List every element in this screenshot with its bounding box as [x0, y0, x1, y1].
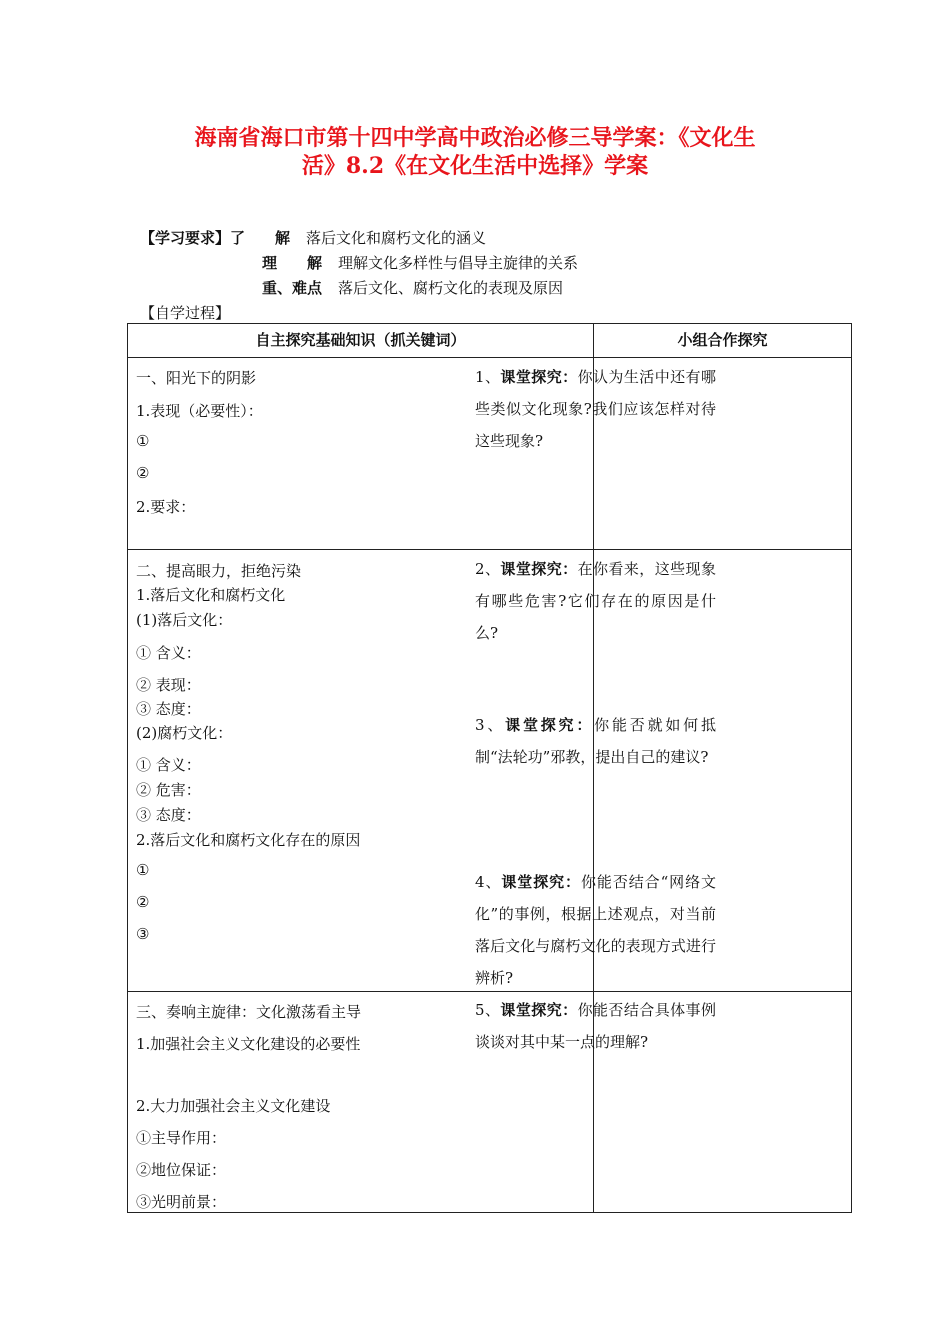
- requirement-row-2: [262, 252, 578, 273]
- header-self-study: 自主探究基础知识（抓关键词）: [255, 331, 466, 349]
- section-2-line: ①: [136, 861, 150, 879]
- requirement-row-3: [262, 277, 563, 298]
- header-group-inquiry: 小组合作探究: [677, 331, 768, 349]
- section-2-title: 二、提高眼力，拒绝污染: [136, 562, 302, 580]
- inquiry-text: 在你看来，这些现象有哪些危害?它们存在的原因是什么?: [475, 560, 716, 642]
- section-2-line: ② 危害：: [136, 781, 201, 799]
- requirement-value-3: 落后文化、腐朽文化的表现及原因: [338, 279, 564, 297]
- section-2-line: ②: [136, 893, 150, 911]
- requirement-value-1: 落后文化和腐朽文化的涵义: [306, 229, 487, 247]
- inquiry-4: [475, 866, 716, 994]
- requirement-key-understand: 了 解: [230, 229, 291, 247]
- inquiry-number: 5、: [475, 1001, 501, 1019]
- section-3-title: 三、奏响主旋律：文化激荡看主导: [136, 1003, 362, 1021]
- inquiry-5: [475, 994, 716, 1058]
- row-divider-1: [128, 549, 851, 550]
- inquiry-number: 2、: [475, 560, 501, 578]
- section-2-line: ① 含义：: [136, 644, 201, 662]
- inquiry-text: 你能否结合“网络文化”的事例，根据上述观点，对当前落后文化与腐朽文化的表现方式进行辨析?: [475, 873, 716, 987]
- section-1-line: 2.要求：: [136, 498, 196, 516]
- requirement-key-focus: 重、难点: [262, 279, 323, 297]
- inquiry-2: [475, 553, 716, 649]
- inquiry-label: 课堂探究：: [505, 716, 595, 734]
- section-2-line: ③: [136, 925, 150, 943]
- section-2-line: ③ 态度：: [136, 700, 201, 718]
- inquiry-number: 4、: [475, 873, 502, 891]
- section-2-line: (2)腐朽文化：: [136, 724, 233, 742]
- inquiry-number: 3、: [475, 716, 506, 734]
- inquiry-label: 课堂探究：: [500, 368, 578, 386]
- section-2-line: ① 含义：: [136, 756, 201, 774]
- inquiry-label: 课堂探究：: [500, 560, 578, 578]
- section-2-line: 2.落后文化和腐朽文化存在的原因: [136, 831, 361, 849]
- inquiry-label: 课堂探究：: [500, 1001, 578, 1019]
- section-1-title: 一、阳光下的阴影: [136, 369, 257, 387]
- section-2-line: ② 表现：: [136, 676, 201, 694]
- inquiry-text: 你能否结合具体事例谈谈对其中某一点的理解?: [475, 1001, 716, 1051]
- process-label: 【自学过程】: [140, 304, 231, 322]
- inquiry-1: [475, 361, 716, 457]
- section-2-line: 1.落后文化和腐朽文化: [136, 586, 286, 604]
- requirement-key-comprehend: 理 解: [262, 254, 323, 272]
- document-title-line2: 活》8.2《在文化生活中选择》学案: [301, 153, 649, 179]
- section-3-line: ②地位保证：: [136, 1161, 227, 1179]
- document-title-line1: 海南省海口市第十四中学高中政治必修三导学案：《文化生: [194, 125, 756, 151]
- header-divider: [128, 357, 851, 358]
- inquiry-number: 1、: [475, 368, 501, 386]
- section-1-line: ②: [136, 464, 150, 482]
- requirements-label: 【学习要求】: [140, 229, 231, 247]
- requirement-row-1: [140, 227, 486, 248]
- inquiry-text: 你能否就如何抵制“法轮功”邪教，提出自己的建议?: [475, 716, 716, 766]
- inquiry-label: 课堂探究：: [501, 873, 581, 891]
- section-2-line: (1)落后文化：: [136, 611, 233, 629]
- section-2-line: ③ 态度：: [136, 806, 201, 824]
- section-3-line: ①主导作用：: [136, 1129, 227, 1147]
- requirement-value-2: 理解文化多样性与倡导主旋律的关系: [338, 254, 579, 272]
- section-1-line: ①: [136, 432, 150, 450]
- section-3-line: 1.加强社会主义文化建设的必要性: [136, 1035, 361, 1053]
- section-1-line: 1.表现（必要性）：: [136, 402, 263, 420]
- inquiry-3: [475, 709, 716, 773]
- section-3-line: 2.大力加强社会主义文化建设: [136, 1097, 331, 1115]
- section-3-line: ③光明前景：: [136, 1193, 227, 1211]
- inquiry-text: 你认为生活中还有哪些类似文化现象?我们应该怎样对待这些现象?: [475, 368, 716, 450]
